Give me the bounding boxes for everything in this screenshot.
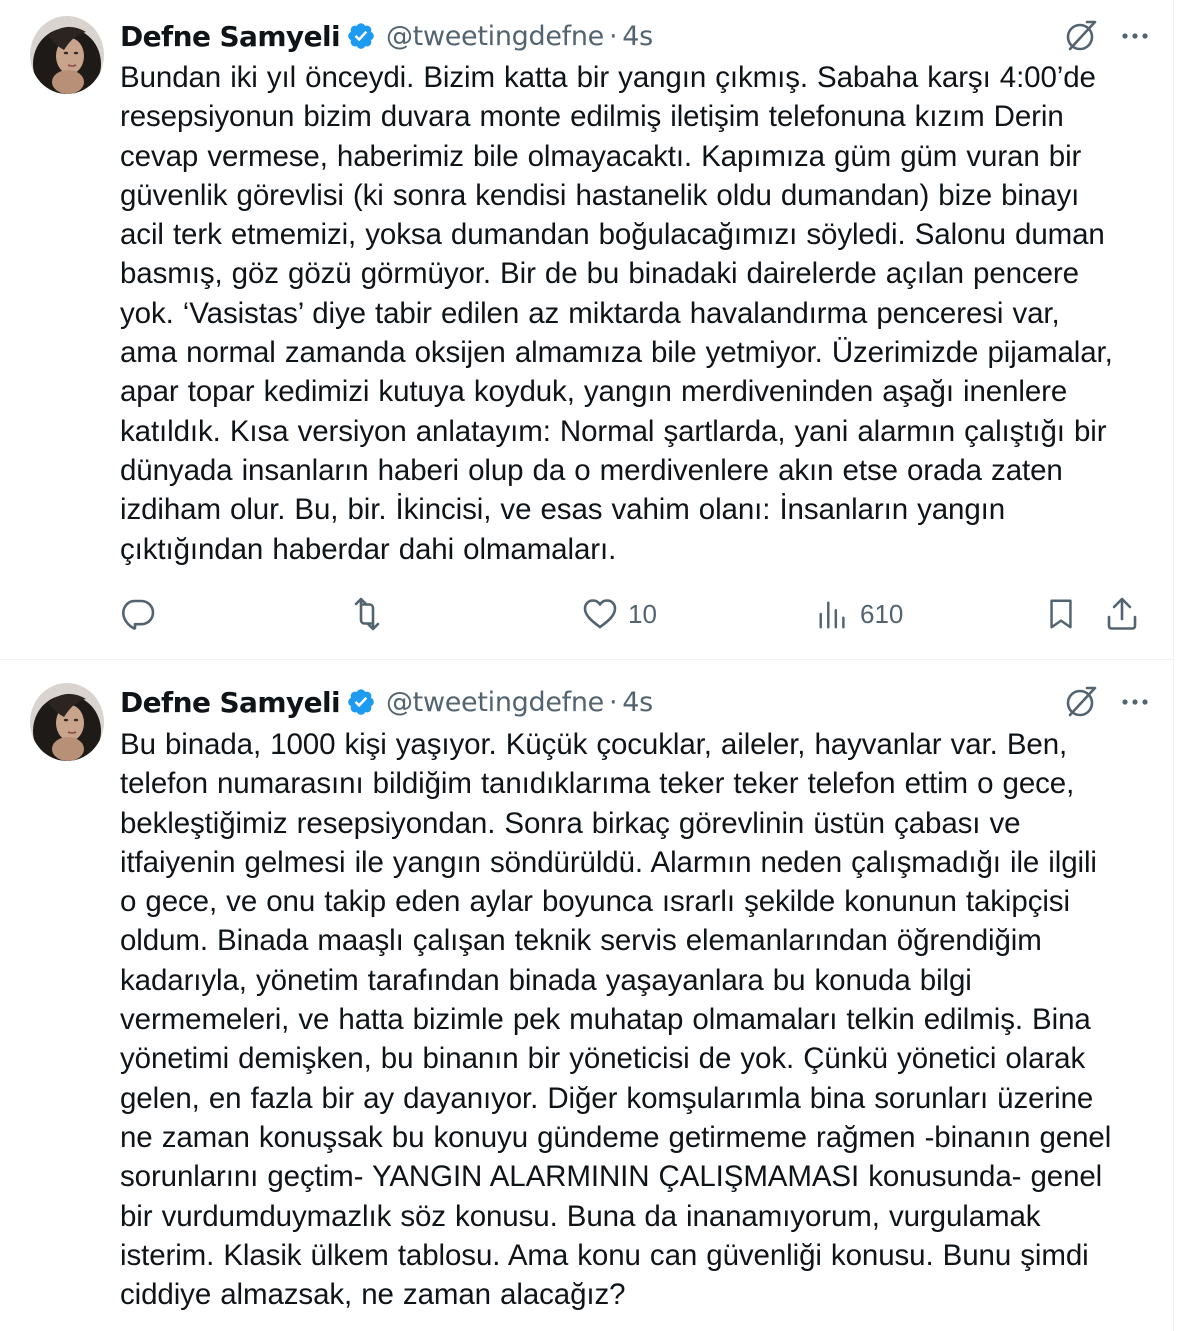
author-handle[interactable]: @tweetingdefne bbox=[385, 20, 604, 52]
avatar[interactable] bbox=[30, 683, 104, 761]
verified-badge-icon[interactable] bbox=[346, 21, 376, 51]
grok-icon[interactable] bbox=[1063, 684, 1099, 720]
author-handle[interactable]: @tweetingdefne bbox=[385, 686, 604, 718]
verified-badge-icon[interactable] bbox=[346, 687, 376, 717]
author-name[interactable]: Defne Samyeli bbox=[120, 19, 340, 53]
tweet-header bbox=[120, 16, 1153, 56]
tweet-header-actions bbox=[1063, 16, 1153, 56]
more-icon[interactable] bbox=[1117, 684, 1153, 720]
tweet-actions bbox=[120, 592, 1143, 636]
share-button[interactable] bbox=[1104, 592, 1140, 636]
views-button[interactable] bbox=[816, 592, 903, 636]
tweet[interactable] bbox=[0, 660, 1173, 1331]
tweet-timestamp[interactable]: 4s bbox=[622, 20, 653, 52]
avatar[interactable] bbox=[30, 16, 104, 94]
avatar-photo bbox=[30, 16, 104, 94]
retweet-icon bbox=[348, 596, 386, 632]
tweet-text: Bundan iki yıl önceydi. Bizim katta bir yangın çıkmış. Sabaha karşı 4:00’de resepsiyonun bizim duvara monte edilmiş iletişim telefonuna kızım Derin cevap vermese, haberimiz bile olmayacaktı. Kapımıza güm güm vuran bir güvenlik görevlisi (ki sonra kendisi hastanelik oldu dumandan) bize binayı acil terk etmemizi, yoksa dumandan boğulacağımızı söyledi. Salonu duman basmış, göz gözü görmüyor. Bir de bu binadaki dairelerde açılan pencere yok. ‘Vasistas’ diye tabir edilen az miktarda havalandırma penceresi var, ama normal zamanda oksijen almamıza bile yetmiyor. Üzerimizde pijamalar, apar topar kedimizi kutuya koyduk, yangın merdiveninden aşağı inenlere katıldık. Kısa versiyon anlatayım: Normal şartlarda, yani alarmın çalıştığı bir dünyada insanların haberi olup da o merdivenlere akın etse orada zaten izdiham olur. Bu, bir. İkincisi, ve esas vahim olanı: İnsanların yangın çıktığından haberdar dahi olmamaları. bbox=[120, 61, 1113, 566]
tweet-timestamp[interactable]: 4s bbox=[622, 686, 653, 718]
bookmark-button[interactable] bbox=[1044, 592, 1078, 636]
more-icon[interactable] bbox=[1117, 18, 1153, 54]
heart-icon bbox=[582, 596, 618, 632]
bookmark-icon bbox=[1044, 596, 1078, 632]
tweet-text: Bu binada, 1000 kişi yaşıyor. Küçük çocuklar, aileler, hayvanlar var. Ben, telefon numarasını bildiğim tanıdıklarıma teker teker telefon ettim o gece, bekleştiğimiz resepsiyondan. Sonra birkaç görevlinin üstün çabası ve itfaiyenin gelmesi ile yangın söndürüldü. Alarmın neden çalışmadığı ile ilgili o gece, ve onu takip eden aylar boyunca ısrarlı şekilde konunun takipçisi oldum. Binada maaşlı çalışan teknik servis elemanlarından öğrendiğim kadarıyla, yönetim tarafından binada yaşayanlara bu konuda bilgi vermemeleri, ve hatta bizimle pek muhatap olmamaları telkin edilmiş. Bina yönetimi demişken, bu binanın bir yöneticisi de yok. Çünkü yönetici olarak gelen, en fazla bir ay dayanıyor. Diğer komşularımla bina sorunları üzerine ne zaman konuşsak bu konuyu gündeme getirmeme rağmen -binanın genel sorunlarını geçtim- YANGIN ALARMININ ÇALIŞMAMASI konusunda- genel bir vurdumduymazlık söz konusu. Buna da inanamıyorum, vurgulamak isterim. Klasik ülkem tablosu. Ama konu can güvenliği konusu. Bunu şimdi ciddiye almazsak, ne zaman alacağız? bbox=[120, 728, 1112, 1312]
like-count: 10 bbox=[628, 598, 657, 629]
share-icon bbox=[1104, 596, 1140, 632]
reply-icon bbox=[120, 596, 156, 632]
retweet-button[interactable] bbox=[348, 592, 386, 636]
tweet-header bbox=[120, 682, 1153, 722]
separator-dot: · bbox=[608, 20, 618, 52]
view-count: 610 bbox=[860, 598, 904, 629]
separator-dot: · bbox=[608, 686, 618, 718]
like-button[interactable] bbox=[582, 592, 657, 636]
author-name[interactable]: Defne Samyeli bbox=[120, 685, 340, 719]
views-icon bbox=[816, 596, 850, 632]
tweet[interactable] bbox=[0, 0, 1173, 660]
tweet-header-actions bbox=[1063, 682, 1153, 722]
reply-button[interactable] bbox=[120, 592, 156, 636]
grok-icon[interactable] bbox=[1063, 18, 1099, 54]
avatar-photo bbox=[30, 683, 104, 761]
